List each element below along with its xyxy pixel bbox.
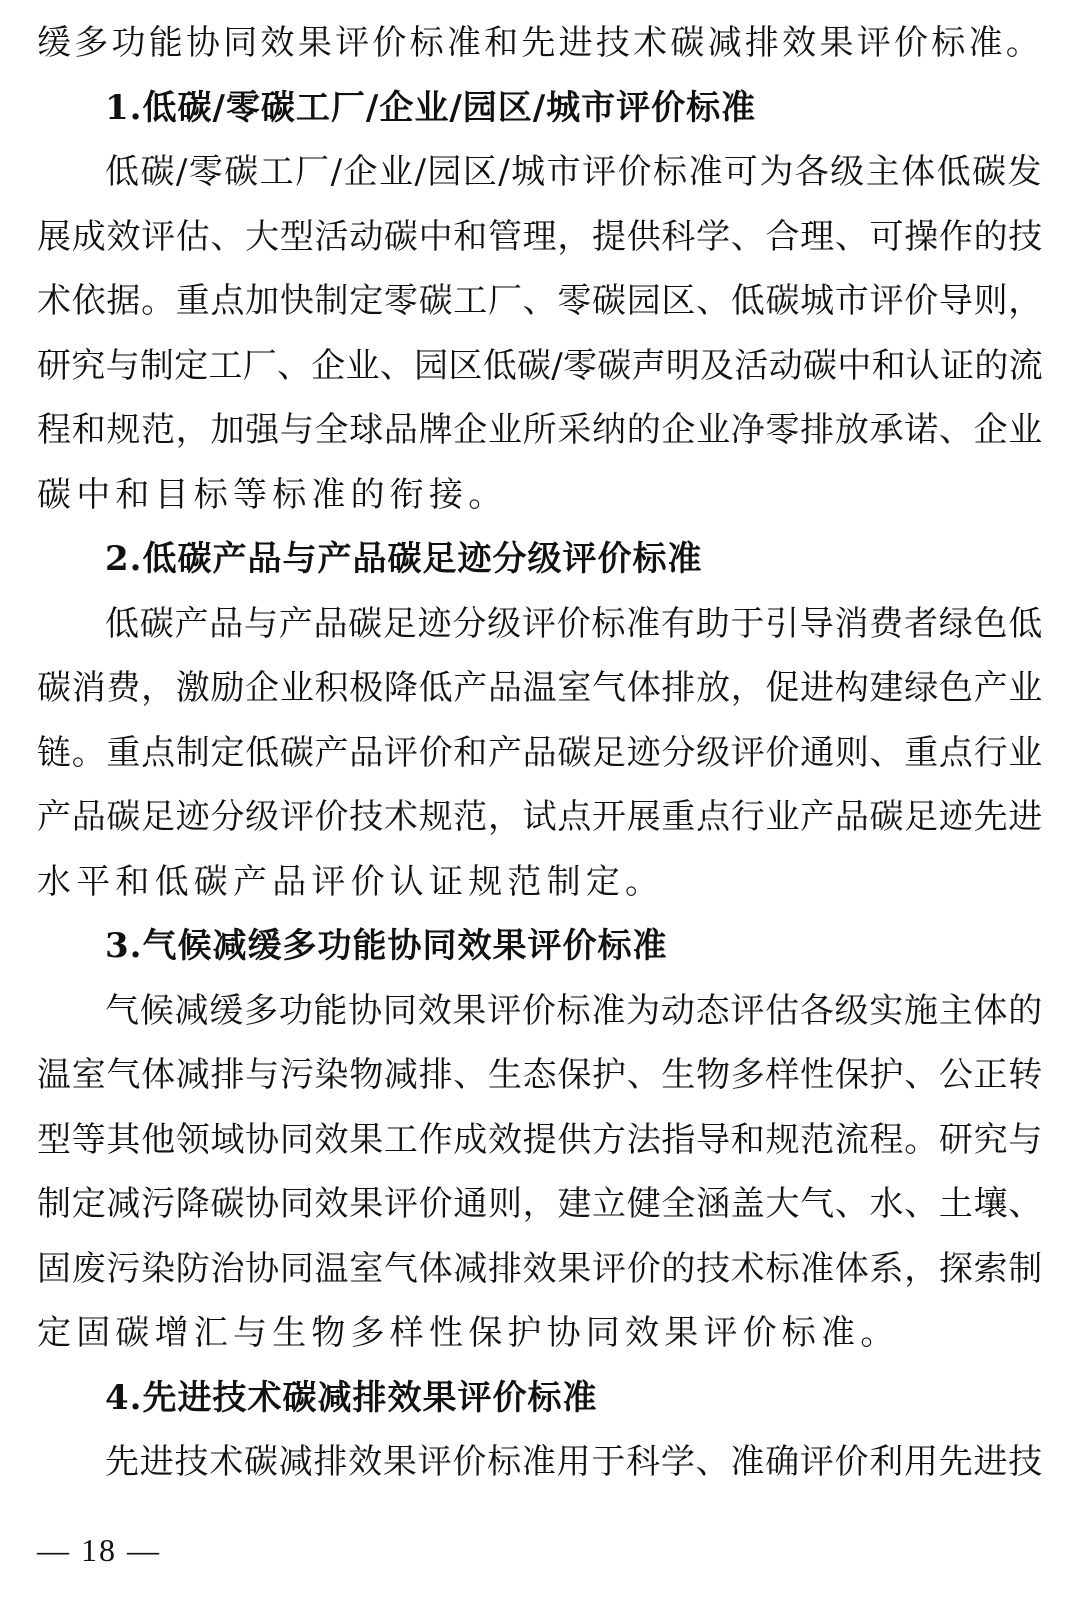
body-text-line: 气候减缓多功能协同效果评价标准为动态评估各级实施主体的 [105, 991, 1043, 1031]
body-text-line: 型等其他领域协同效果工作成效提供方法指导和规范流程。研究与 [37, 1120, 1043, 1160]
body-text-line: 低碳/零碳工厂/企业/园区/城市评价标准可为各级主体低碳发 [105, 152, 1043, 192]
body-text-line: 程和规范，加强与全球品牌企业所采纳的企业净零排放承诺、企业 [37, 410, 1043, 450]
body-text-line: 先进技术碳减排效果评价标准用于科学、准确评价利用先进技 [105, 1442, 1043, 1482]
body-text-line: 缓多功能协同效果评价标准和先进技术碳减排效果评价标准。 [37, 23, 1043, 63]
body-text-line: 术依据。重点加快制定零碳工厂、零碳园区、低碳城市评价导则， [37, 281, 1043, 321]
body-text-line: 固废污染防治协同温室气体减排效果评价的技术标准体系，探索制 [37, 1249, 1043, 1289]
section-heading-4: 4.先进技术碳减排效果评价标准 [105, 1378, 598, 1418]
body-text-line: 链。重点制定低碳产品评价和产品碳足迹分级评价通则、重点行业 [37, 733, 1043, 773]
body-text-line: 碳消费，激励企业积极降低产品温室气体排放，促进构建绿色产业 [37, 668, 1043, 708]
body-text-line: 展成效评估、大型活动碳中和管理，提供科学、合理、可操作的技 [37, 217, 1043, 257]
page-number: — 18 — [37, 1532, 161, 1568]
body-text-line: 研究与制定工厂、企业、园区低碳/零碳声明及活动碳中和认证的流 [37, 346, 1043, 386]
section-heading-2: 2.低碳产品与产品碳足迹分级评价标准 [105, 539, 703, 579]
section-heading-3: 3.气候减缓多功能协同效果评价标准 [105, 926, 668, 966]
section-heading-1: 1.低碳/零碳工厂/企业/园区/城市评价标准 [105, 88, 757, 128]
body-text-line: 制定减污降碳协同效果评价通则，建立健全涵盖大气、水、土壤、 [37, 1184, 1043, 1224]
body-text-line: 定固碳增汇与生物多样性保护协同效果评价标准。 [37, 1313, 900, 1353]
body-text-line: 产品碳足迹分级评价技术规范，试点开展重点行业产品碳足迹先进 [37, 797, 1043, 837]
body-text-line: 水平和低碳产品评价认证规范制定。 [37, 862, 665, 902]
body-text-line: 碳中和目标等标准的衔接。 [37, 475, 508, 515]
body-text-line: 温室气体减排与污染物减排、生态保护、生物多样性保护、公正转 [37, 1055, 1043, 1095]
body-text-line: 低碳产品与产品碳足迹分级评价标准有助于引导消费者绿色低 [105, 604, 1043, 644]
